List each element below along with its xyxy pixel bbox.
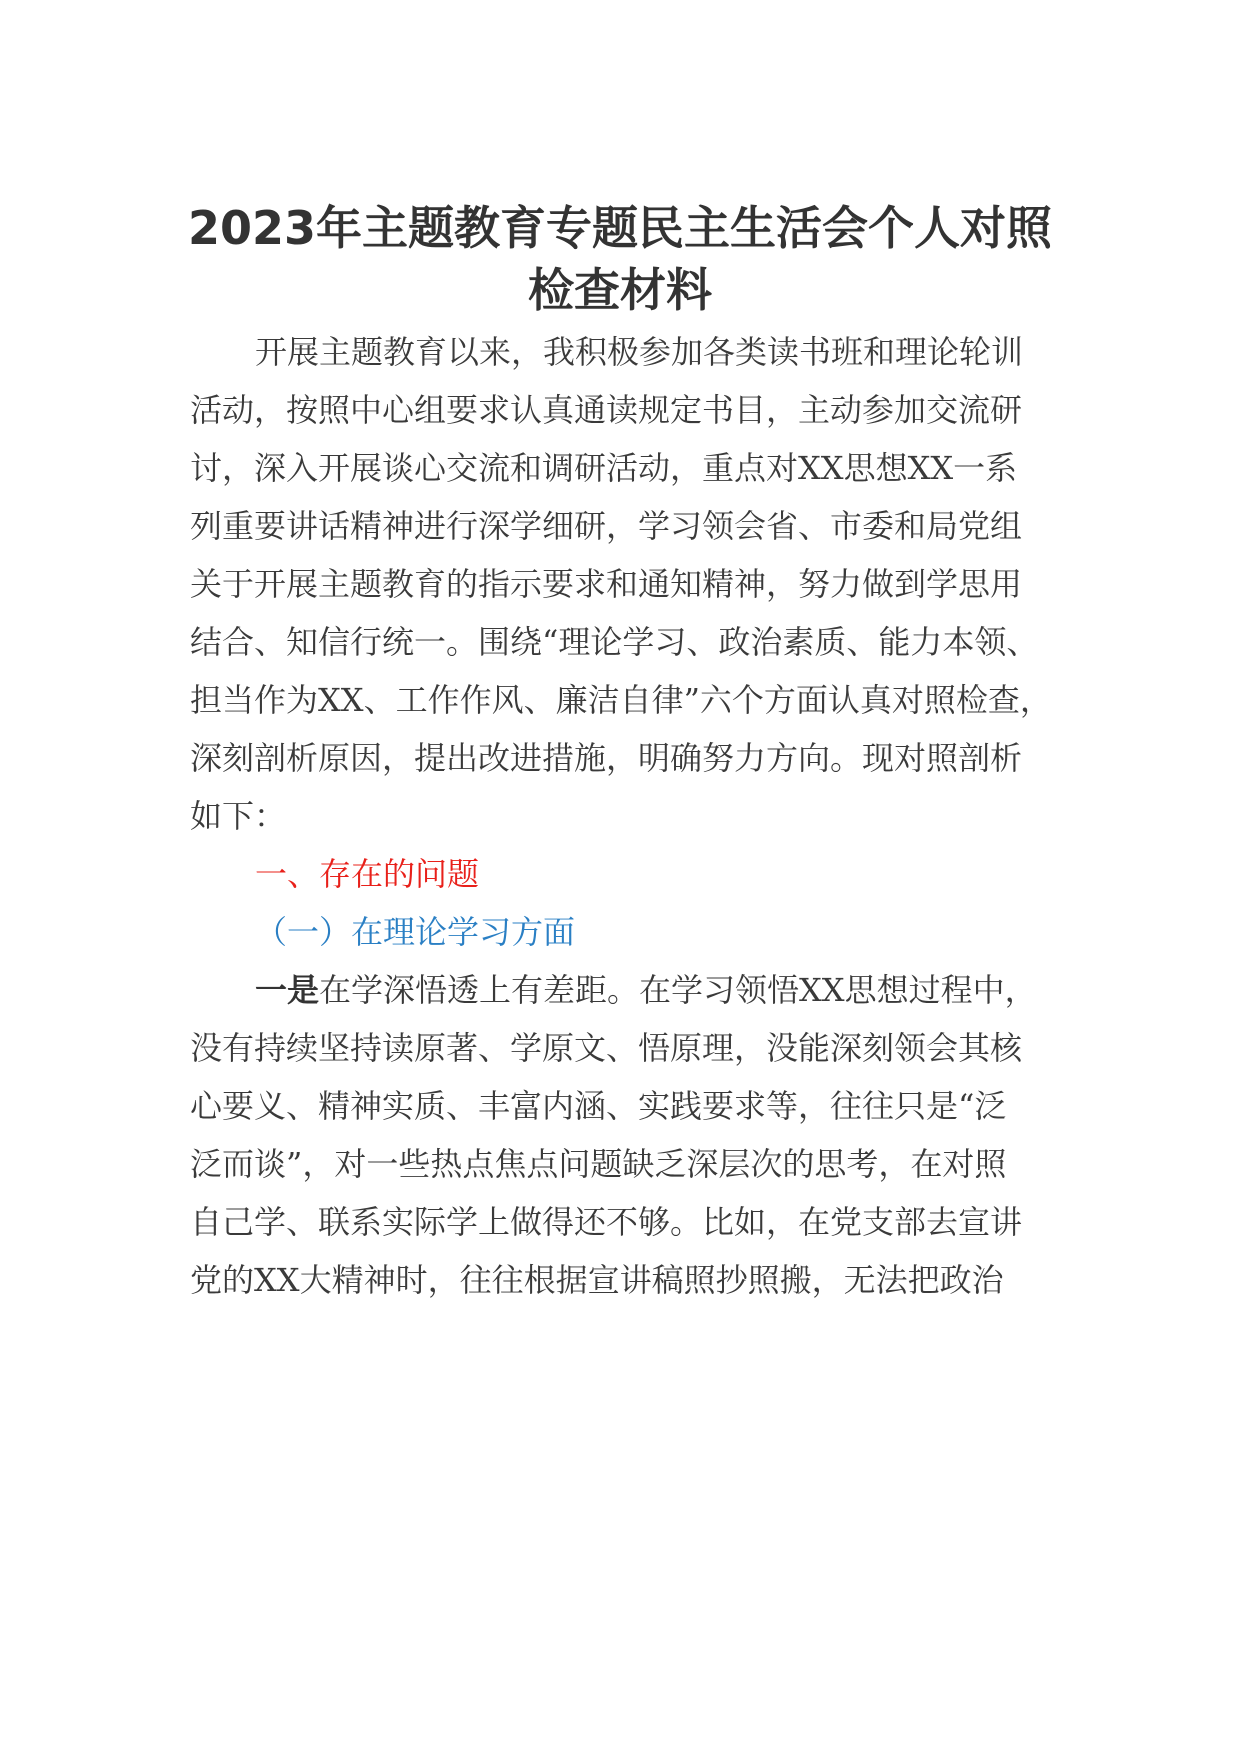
intro-line-9: 如下： [190, 797, 287, 835]
intro-line-3: 讨，深入开展谈心交流和调研活动，重点对XX思想XX一系 [190, 449, 1018, 487]
point-1-line-4: 泛而谈”，对一些热点焦点问题缺乏深层次的思考，在对照 [190, 1145, 1007, 1183]
subsection-heading-theory-study: （一）在理论学习方面 [255, 913, 576, 951]
point-1-line-6: 党的XX大精神时，往往根据宣讲稿照抄照搬，无法把政治 [190, 1261, 1004, 1299]
intro-line-6: 结合、知信行统一。围绕“理论学习、政治素质、能力本领、 [190, 623, 1039, 661]
point-1-first-line [255, 970, 1037, 1010]
point-1-line-5: 自己学、联系实际学上做得还不够。比如，在党支部去宣讲 [190, 1203, 1023, 1241]
intro-line-7: 担当作为XX、工作作风、廉洁自律”六个方面认真对照检查， [190, 681, 1052, 719]
intro-line-5: 关于开展主题教育的指示要求和通知精神，努力做到学思用 [190, 565, 1023, 603]
document-title-line-1: 2023年主题教育专题民主生活会个人对照 [187, 201, 1053, 255]
section-heading-problems: 一、存在的问题 [255, 855, 480, 893]
intro-line-2: 活动，按照中心组要求认真通读规定书目，主动参加交流研 [190, 391, 1023, 429]
point-1-lead: 一是 [255, 971, 320, 1009]
point-1-line-2: 没有持续坚持读原著、学原文、悟原理，没能深刻领会其核 [190, 1029, 1023, 1067]
intro-line-8: 深刻剖析原因，提出改进措施，明确努力方向。现对照剖析 [190, 739, 1023, 777]
point-1-first-line-text: 在学深悟透上有差距。在学习领悟XX思想过程中， [319, 971, 1037, 1009]
intro-line-4: 列重要讲话精神进行深学细研，学习领会省、市委和局党组 [190, 507, 1023, 545]
intro-line-1: 开展主题教育以来，我积极参加各类读书班和理论轮训 [255, 333, 1024, 371]
point-1-line-3: 心要义、精神实质、丰富内涵、实践要求等，往往只是“泛 [190, 1087, 1007, 1125]
document-title-line-2: 检查材料 [528, 263, 712, 317]
